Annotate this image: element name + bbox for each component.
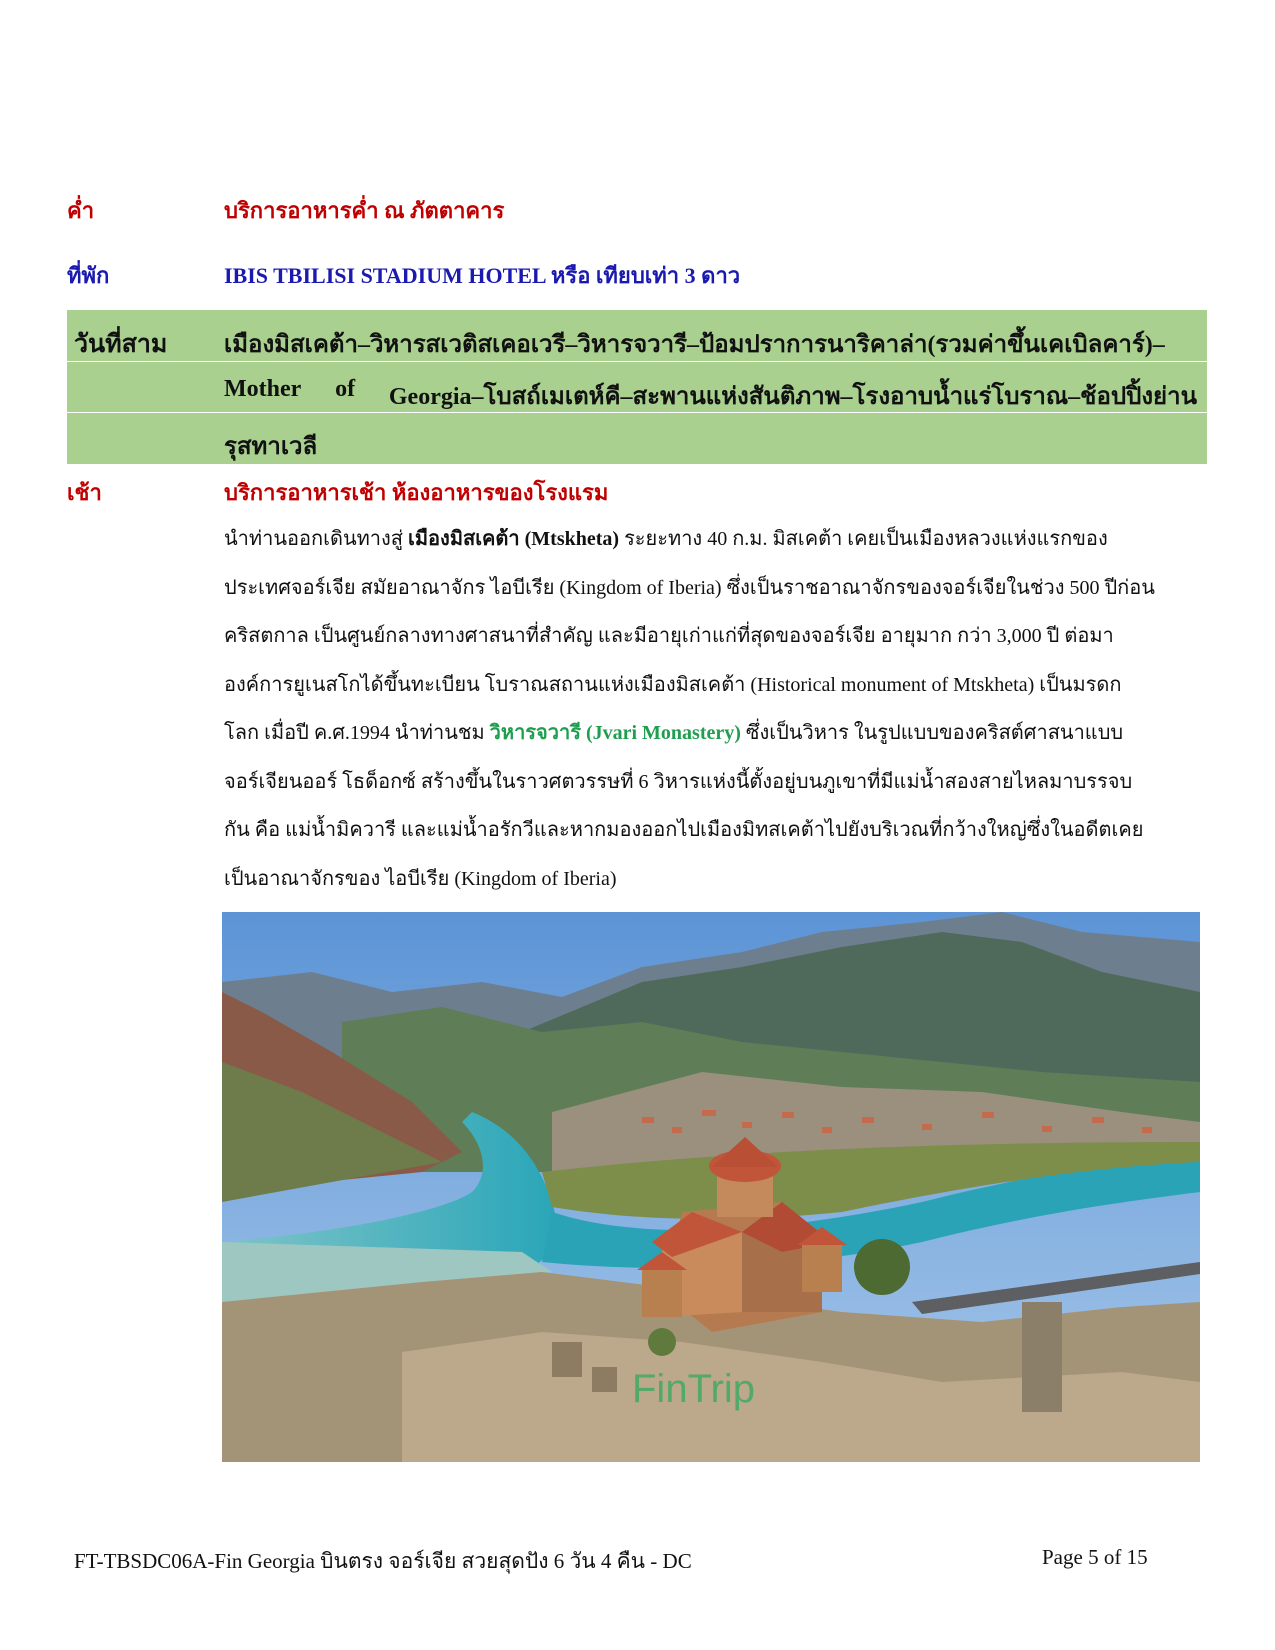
description-line: คริสตกาล เป็นศูนย์กลางทางศาสนาที่สำคัญ และมีอายุเก่าแก่ที่สุดของจอร์เจีย อายุมาก กว่า 3,000 ปี ต่อมา	[224, 625, 1114, 647]
description-line: ประเทศจอร์เจีย สมัยอาณาจักร ไอบีเรีย (Kingdom of Iberia) ซึ่งเป็นราชอาณาจักรของจอร์เจียในช่วง 500 ปีก่อน	[224, 576, 1155, 599]
breakfast-label: เช้า	[67, 480, 102, 505]
day3-word: Georgia–โบสถ์เมเตห์คี–สะพานแห่งสันติภาพ–โรงอาบน้ำแร่โบราณ–ช้อปปิ้งย่าน	[388, 384, 1197, 410]
landscape-image	[222, 912, 1200, 1462]
description-line: องค์การยูเนสโกได้ขึ้นทะเบียน โบราณสถานแห่งเมืองมิสเคต้า (Historical monument of Mtskheta) เป็นมรดก	[224, 673, 1122, 696]
footer-page-number: Page 5 of 15	[1042, 1545, 1148, 1569]
footer-document-title: FT-TBSDC06A-Fin Georgia บินตรง จอร์เจีย สวยสุดปัง 6 วัน 4 คืน - DC	[74, 1549, 692, 1573]
text: ระยะทาง 40 ก.ม. มิสเคต้า เคยเป็นเมืองหลวงแห่งแรกของ	[619, 528, 1108, 550]
text: นำท่านออกเดินทางสู่	[224, 528, 409, 550]
fintrip-watermark: FinTrip	[632, 1367, 755, 1411]
description-line	[224, 716, 1204, 765]
day3-word: Mother	[224, 376, 302, 402]
description-paragraph	[224, 522, 1204, 910]
day3-title-line1: เมืองมิสเคต้า–วิหารสเวติสเคอเวรี–วิหารจวารี–ป้อมปราการนาริคาล่า(รวมค่าขึ้นเคเบิลคาร์)–	[224, 332, 1165, 358]
day3-header	[67, 310, 1207, 464]
dinner-label: ค่ำ	[67, 198, 95, 223]
day3-title-line2	[224, 376, 1197, 415]
description-line: จอร์เจียนออร์ โธด็อกซ์ สร้างขึ้นในราวศตวรรษที่ 6 วิหารแห่งนี้ตั้งอยู่บนภูเขาที่มีแม่น้ำสองสายไหลมาบรรจบ	[224, 770, 1133, 793]
day3-title-line3: รุสทาเวลี	[224, 434, 318, 460]
dinner-value: บริการอาหารค่ำ ณ ภัตตาคาร	[224, 198, 505, 223]
day3-word: of	[335, 376, 356, 402]
accommodation-label: ที่พัก	[67, 263, 110, 288]
hotel-name: IBIS TBILISI STADIUM HOTEL	[224, 263, 546, 288]
text: ซึ่งเป็นวิหาร ในรูปแบบของคริสต์ศาสนาแบบ	[740, 722, 1124, 744]
place-jvari: วิหารจวารี (Jvari Monastery)	[489, 722, 741, 744]
description-line: กัน คือ แม่น้ำมิควารี และแม่น้ำอรักวีและหากมองออกไปเมืองมิทสเคต้าไปยังบริเวณที่กว้างใหญ่ซึ่งในอดีตเคย	[224, 819, 1144, 841]
description-line	[224, 522, 1204, 571]
jvari-monastery-photo	[222, 912, 1200, 1462]
text: โลก เมื่อปี ค.ศ.1994 นำท่านชม	[224, 722, 490, 744]
place-mtskheta: เมืองมิสเคต้า (Mtskheta)	[408, 528, 620, 550]
breakfast-value: บริการอาหารเช้า ห้องอาหารของโรงแรม	[224, 480, 609, 505]
description-line: เป็นอาณาจักรของ ไอบีเรีย (Kingdom of Iberia)	[224, 867, 617, 890]
hotel-suffix: หรือ เทียบเท่า 3 ดาว	[545, 263, 741, 288]
day3-label: วันที่สาม	[74, 331, 168, 358]
accommodation-value	[224, 258, 740, 293]
